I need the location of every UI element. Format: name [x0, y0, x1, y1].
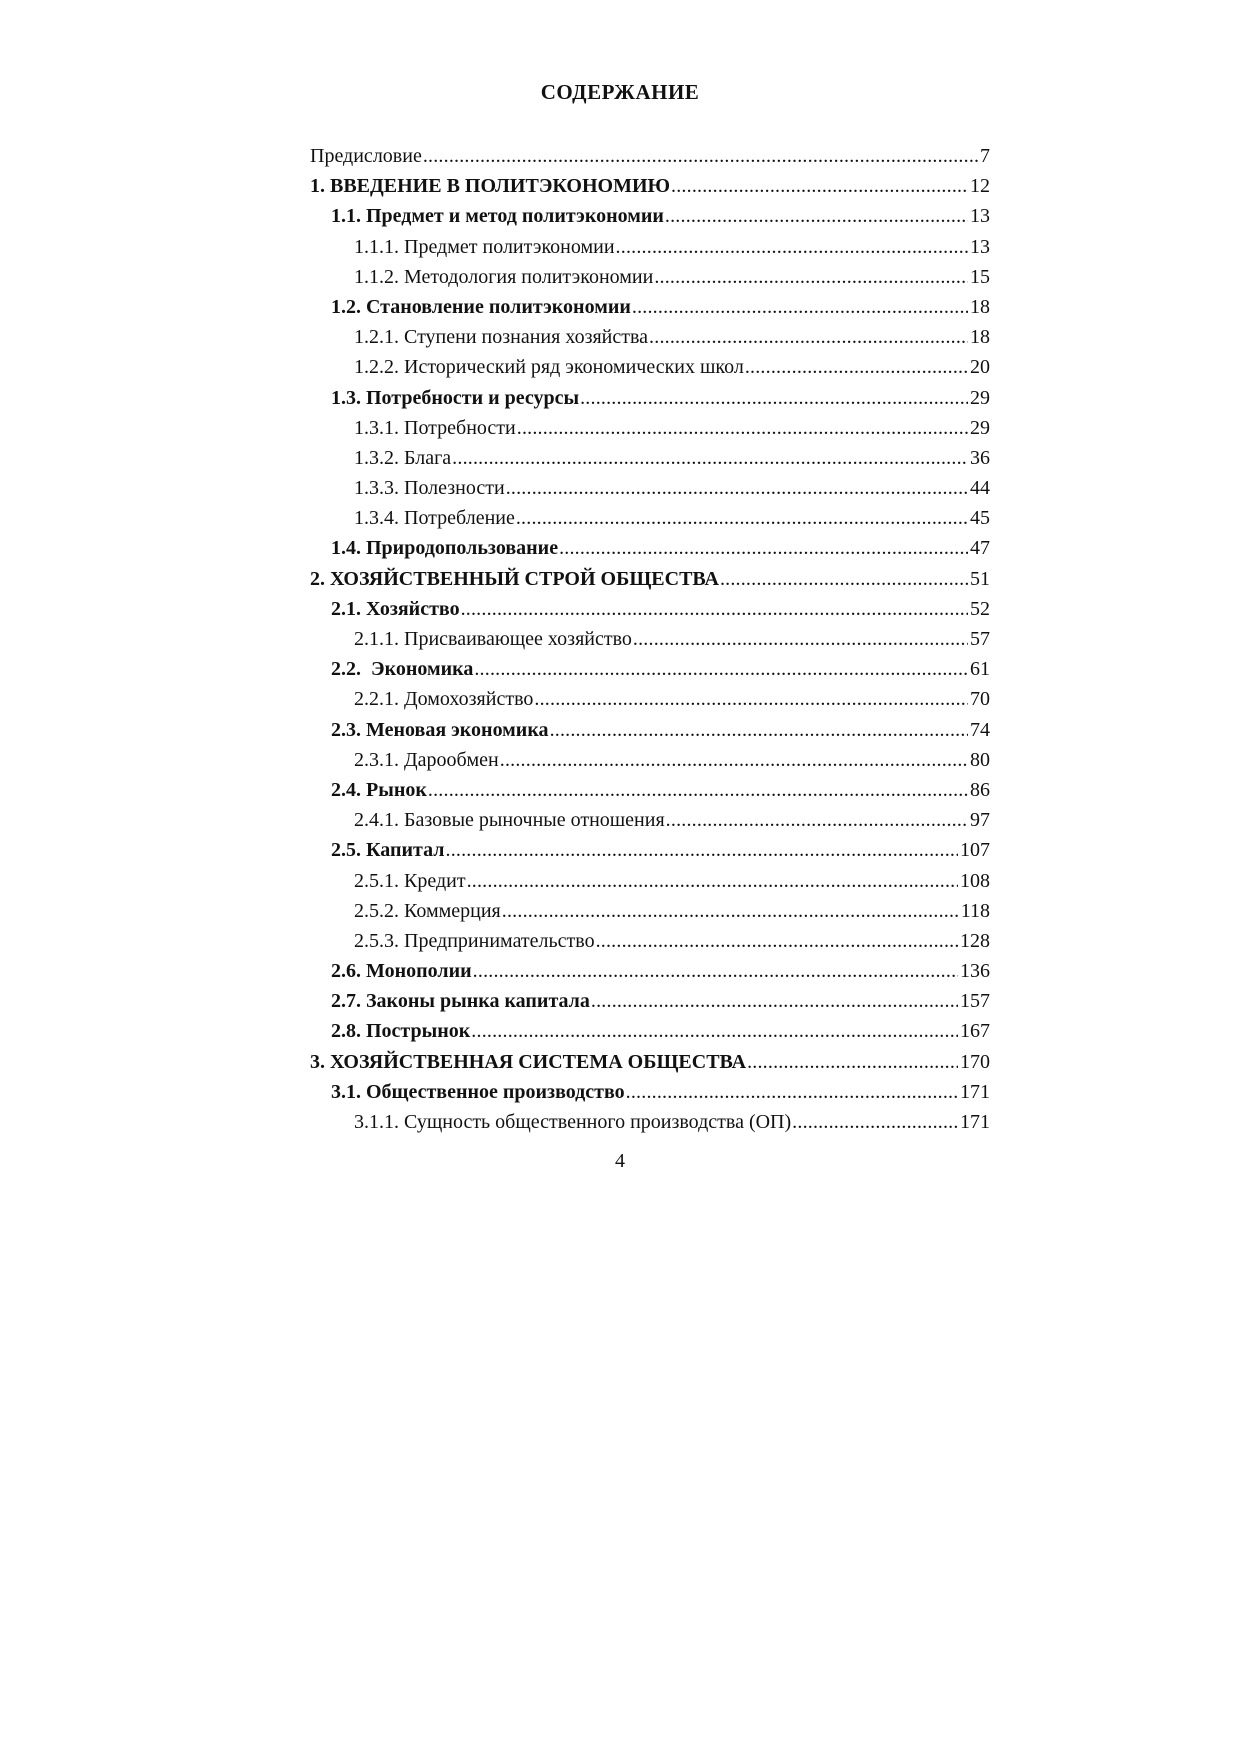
- toc-entry: [310, 805, 990, 835]
- toc-entry-label: 1.1.2. Методология политэкономии: [354, 265, 654, 288]
- toc-entry-page: 12: [970, 175, 990, 198]
- toc-entry-label: 2.4. Рынок: [331, 778, 427, 801]
- toc-entry: [310, 383, 990, 413]
- toc-entry: [310, 956, 990, 986]
- toc-entry-label: 2.5.2. Коммерция: [354, 899, 501, 922]
- toc-entry-label: 1.2.2. Исторический ряд экономических школ: [354, 356, 744, 379]
- toc-dot-leader: [474, 654, 968, 684]
- toc-dot-leader: [550, 715, 968, 745]
- toc-entry-label: 1.3.1. Потребности: [354, 416, 516, 439]
- toc-entry-page: 57: [970, 628, 990, 650]
- toc-entry-label: 1.4. Природопользование: [331, 537, 559, 560]
- toc-entry-label: 1.2.1. Ступени познания хозяйства: [354, 326, 649, 349]
- toc-entry: [310, 1107, 990, 1137]
- toc-entry: [310, 1047, 990, 1077]
- toc-entry-page: 108: [960, 869, 990, 892]
- toc-entry-label: 2.5.1. Кредит: [354, 869, 466, 892]
- toc-entry: [310, 413, 990, 443]
- toc-dot-leader: [517, 413, 968, 443]
- toc-entry-page: 29: [970, 386, 990, 409]
- toc-entry: [310, 926, 990, 956]
- toc-entry-label: 3.1.1. Сущность общественного производства (ОП): [354, 1111, 792, 1133]
- page-number: 4: [615, 1150, 625, 1172]
- toc-entry: [310, 624, 990, 654]
- toc-dot-leader: [428, 775, 968, 805]
- toc-entry-page: 128: [960, 929, 990, 952]
- toc-dot-leader: [446, 835, 959, 865]
- toc-entry: [310, 896, 990, 926]
- toc-entry-page: 52: [970, 597, 990, 620]
- toc-dot-leader: [720, 564, 968, 594]
- toc-entry: [310, 866, 990, 896]
- toc-entry-page: 70: [970, 688, 990, 711]
- toc-entry-page: 18: [970, 326, 990, 349]
- toc-entry-label: 1.3.2. Блага: [354, 446, 452, 469]
- toc-dot-leader: [626, 1077, 958, 1107]
- toc-entry-page: 18: [970, 295, 990, 318]
- toc-entry: [310, 564, 990, 594]
- toc-dot-leader: [591, 986, 958, 1016]
- toc-entry-page: 171: [960, 1111, 990, 1133]
- toc-entry-label: 2.2.1. Домохозяйство: [354, 688, 534, 711]
- toc-entry: [310, 835, 990, 865]
- toc-entry-label: 2.4.1. Базовые рыночные отношения: [354, 809, 665, 832]
- toc-entry-page: 36: [970, 446, 990, 469]
- toc-dot-leader: [516, 503, 968, 533]
- toc-entry-page: 167: [960, 1020, 990, 1043]
- toc-entry: [310, 232, 990, 262]
- toc-dot-leader: [649, 322, 968, 352]
- toc-entry-label: 1. ВВЕДЕНИЕ В ПОЛИТЭКОНОМИЮ: [310, 175, 671, 198]
- toc-entry-label: 3. ХОЗЯЙСТВЕННАЯ СИСТЕМА ОБЩЕСТВА: [310, 1050, 747, 1073]
- toc-entry-label: 2.3.1. Дарообмен: [354, 748, 499, 771]
- toc-entry-page: 51: [970, 567, 990, 590]
- toc-entry: [310, 503, 990, 533]
- toc-entry: [310, 654, 990, 684]
- toc-entry: [310, 262, 990, 292]
- toc-dot-leader: [467, 866, 958, 896]
- table-of-contents: [310, 141, 990, 1137]
- toc-entry-label: 2. ХОЗЯЙСТВЕННЫЙ СТРОЙ ОБЩЕСТВА: [310, 567, 719, 590]
- toc-entry-page: 61: [970, 658, 990, 681]
- toc-entry-label: 2.8. Пострынок: [331, 1020, 471, 1043]
- toc-entry-page: 136: [960, 960, 990, 983]
- toc-entry: [310, 322, 990, 352]
- toc-entry-page: 170: [960, 1050, 990, 1073]
- toc-entry-page: 20: [970, 356, 990, 379]
- toc-entry-page: 80: [970, 748, 990, 771]
- toc-entry: [310, 292, 990, 322]
- toc-dot-leader: [671, 171, 968, 201]
- toc-entry-page: 13: [970, 235, 990, 258]
- toc-entry-label: 2.6. Монополии: [331, 960, 472, 983]
- toc-entry-label: Предисловие: [310, 145, 422, 167]
- toc-entry-page: 74: [970, 718, 990, 741]
- toc-dot-leader: [747, 1047, 958, 1077]
- toc-dot-leader: [665, 201, 968, 231]
- toc-entry: [310, 684, 990, 714]
- toc-entry: [310, 775, 990, 805]
- toc-dot-leader: [534, 684, 968, 714]
- toc-entry: [310, 141, 990, 171]
- toc-dot-leader: [633, 624, 968, 654]
- toc-entry: [310, 715, 990, 745]
- toc-entry-page: 118: [960, 899, 990, 922]
- toc-entry-page: 97: [970, 809, 990, 832]
- toc-dot-leader: [616, 232, 968, 262]
- toc-entry: [310, 171, 990, 201]
- toc-entry-label: 2.5.3. Предпринимательство: [354, 929, 595, 952]
- toc-entry-page: 29: [970, 416, 990, 439]
- toc-dot-leader: [506, 473, 968, 503]
- toc-entry-label: 1.1. Предмет и метод политэкономии: [331, 205, 664, 228]
- toc-entry-label: 2.2. Экономика: [331, 658, 474, 681]
- toc-entry: [310, 352, 990, 382]
- toc-entry-label: 1.3.4. Потребление: [354, 507, 515, 530]
- toc-dot-leader: [596, 926, 958, 956]
- toc-dot-leader: [580, 383, 968, 413]
- toc-entry-page: 7: [980, 145, 990, 167]
- toc-entry-page: 45: [970, 507, 990, 530]
- toc-dot-leader: [666, 805, 968, 835]
- toc-entry-page: 107: [960, 839, 990, 862]
- toc-dot-leader: [473, 956, 958, 986]
- toc-entry-page: 47: [970, 537, 990, 560]
- toc-dot-leader: [632, 292, 968, 322]
- toc-entry-page: 171: [960, 1080, 990, 1103]
- toc-entry: [310, 1016, 990, 1046]
- toc-entry-label: 2.7. Законы рынка капитала: [331, 990, 590, 1013]
- toc-entry-label: 2.1. Хозяйство: [331, 597, 460, 620]
- toc-dot-leader: [423, 141, 978, 171]
- toc-dot-leader: [559, 533, 968, 563]
- toc-dot-leader: [792, 1107, 958, 1137]
- toc-entry: [310, 986, 990, 1016]
- toc-entry: [310, 745, 990, 775]
- toc-entry-label: 3.1. Общественное производство: [331, 1080, 625, 1103]
- toc-entry-page: 86: [970, 778, 990, 801]
- toc-entry-page: 15: [970, 265, 990, 288]
- toc-entry-page: 44: [970, 477, 990, 500]
- toc-entry-label: 1.3.3. Полезности: [354, 477, 505, 500]
- toc-entry-label: 1.1.1. Предмет политэкономии: [354, 235, 615, 258]
- toc-entry: [310, 473, 990, 503]
- toc-entry: [310, 443, 990, 473]
- toc-dot-leader: [461, 594, 968, 624]
- toc-dot-leader: [471, 1016, 958, 1046]
- toc-entry-page: 13: [970, 205, 990, 228]
- toc-entry: [310, 594, 990, 624]
- toc-entry-label: 1.2. Становление политэкономии: [331, 295, 631, 318]
- toc-entry-label: 2.1.1. Присваивающее хозяйство: [354, 628, 632, 650]
- toc-entry-page: 157: [960, 990, 990, 1013]
- toc-dot-leader: [502, 896, 959, 926]
- toc-dot-leader: [654, 262, 968, 292]
- toc-dot-leader: [452, 443, 968, 473]
- toc-entry: [310, 533, 990, 563]
- toc-entry: [310, 201, 990, 231]
- toc-entry-label: 1.3. Потребности и ресурсы: [331, 386, 580, 409]
- toc-dot-leader: [745, 352, 968, 382]
- toc-dot-leader: [500, 745, 968, 775]
- toc-title: СОДЕРЖАНИЕ: [540, 80, 700, 104]
- toc-entry-label: 2.3. Меновая экономика: [331, 718, 549, 741]
- toc-entry-label: 2.5. Капитал: [331, 839, 445, 862]
- toc-entry: [310, 1077, 990, 1107]
